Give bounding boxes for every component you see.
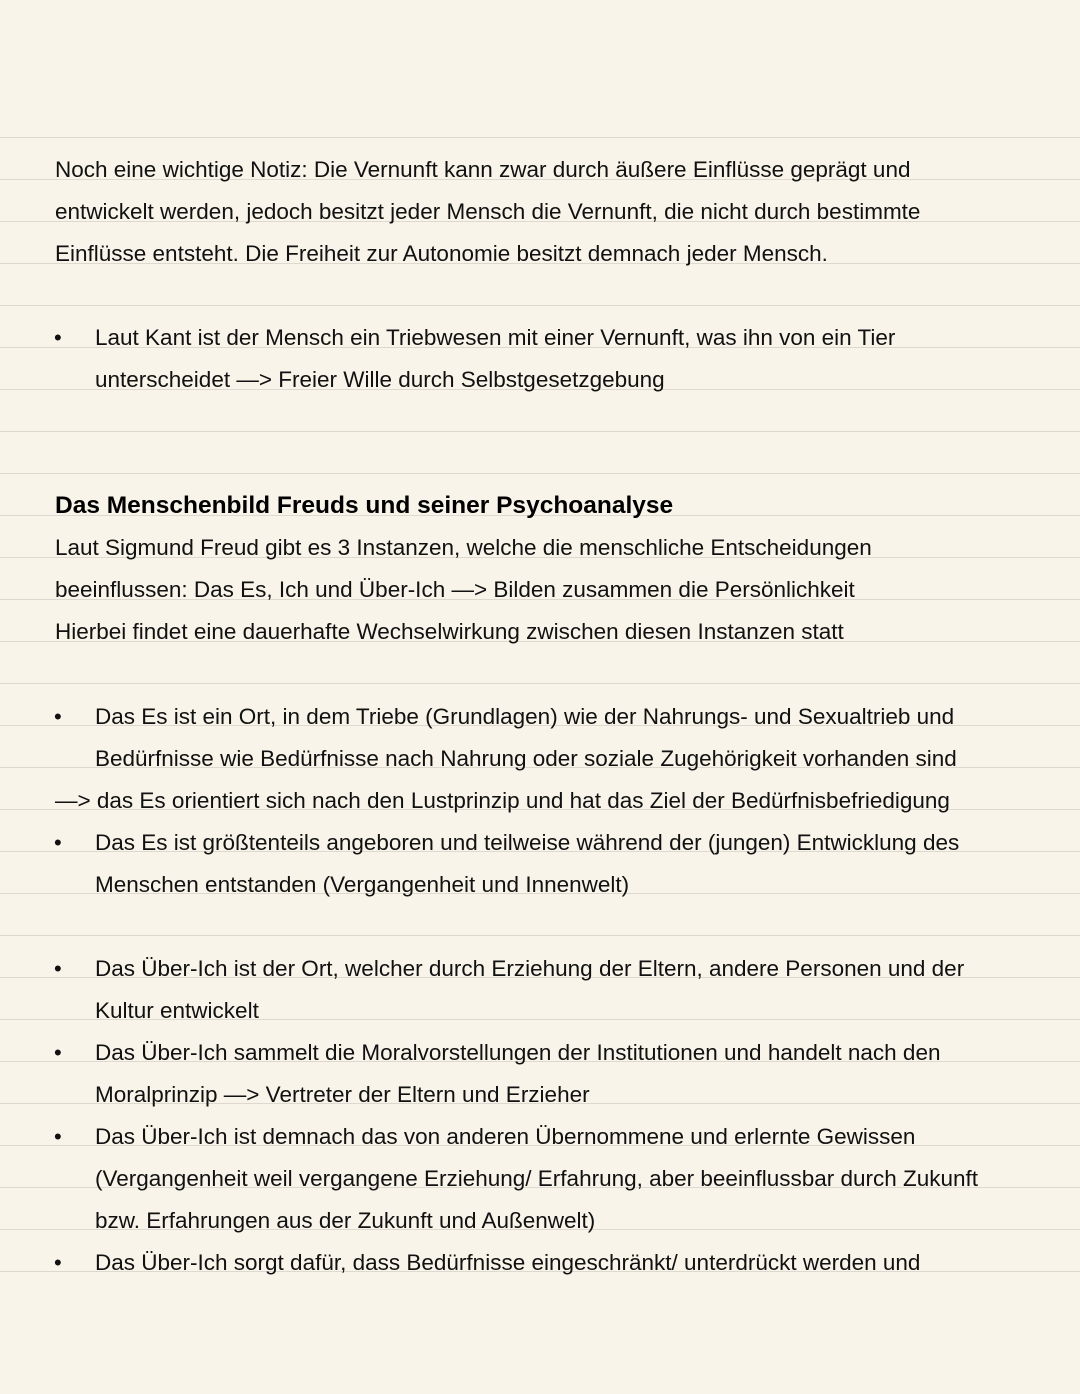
rule-line [0, 683, 1080, 684]
ueber-ich-b4-line-1: Das Über-Ich sorgt dafür, dass Bedürfnisse eingeschränkt/ unterdrückt werden und [95, 1250, 921, 1275]
section-heading-freud: Das Menschenbild Freuds und seiner Psychoanalyse [55, 492, 674, 519]
es-b2-line-1: Das Es ist größtenteils angeboren und teilweise während der (jungen) Entwicklung des [95, 830, 960, 855]
es-b2-line-2: Menschen entstanden (Vergangenheit und Innenwelt) [95, 872, 630, 897]
freud-intro-line-2: beeinflussen: Das Es, Ich und Über-Ich —> Bilden zusammen die Persönlichkeit [55, 577, 855, 602]
bullet-es-1: • [54, 704, 62, 729]
kant-line-2: unterscheidet —> Freier Wille durch Selbstgesetzgebung [95, 367, 665, 392]
note-line-2: entwickelt werden, jedoch besitzt jeder Mensch die Vernunft, die nicht durch bestimmte [55, 199, 921, 224]
rule-line [0, 305, 1080, 306]
rule-line [0, 431, 1080, 432]
bullet-kant: • [54, 325, 62, 350]
rule-line [0, 137, 1080, 138]
es-b1-line-1: Das Es ist ein Ort, in dem Triebe (Grundlagen) wie der Nahrungs- und Sexualtrieb und [95, 704, 955, 729]
ueber-ich-b1-line-1: Das Über-Ich ist der Ort, welcher durch Erziehung der Eltern, andere Personen und der [95, 956, 965, 981]
kant-line-1: Laut Kant ist der Mensch ein Triebwesen mit einer Vernunft, was ihn von ein Tier [95, 325, 896, 350]
bullet-ueber-ich-1: • [54, 956, 62, 981]
ueber-ich-b3-line-1: Das Über-Ich ist demnach das von anderen Übernommene und erlernte Gewissen [95, 1124, 916, 1149]
bullet-ueber-ich-4: • [54, 1250, 62, 1275]
bullet-es-2: • [54, 830, 62, 855]
rule-line [0, 473, 1080, 474]
note-line-3: Einflüsse entsteht. Die Freiheit zur Autonomie besitzt demnach jeder Mensch. [55, 241, 828, 266]
bullet-ueber-ich-3: • [54, 1124, 62, 1149]
ueber-ich-b2-line-2: Moralprinzip —> Vertreter der Eltern und Erzieher [95, 1082, 590, 1107]
es-b1-line-2: Bedürfnisse wie Bedürfnisse nach Nahrung oder soziale Zugehörigkeit vorhanden sind [95, 746, 957, 771]
note-line-1: Noch eine wichtige Notiz: Die Vernunft kann zwar durch äußere Einflüsse geprägt und [55, 157, 911, 182]
freud-intro-line-3: Hierbei findet eine dauerhafte Wechselwirkung zwischen diesen Instanzen statt [55, 619, 844, 644]
ueber-ich-b3-line-3: bzw. Erfahrungen aus der Zukunft und Außenwelt) [95, 1208, 596, 1233]
ueber-ich-b1-line-2: Kultur entwickelt [95, 998, 259, 1023]
ueber-ich-b2-line-1: Das Über-Ich sammelt die Moralvorstellungen der Institutionen und handelt nach den [95, 1040, 941, 1065]
rule-line [0, 935, 1080, 936]
ueber-ich-b3-line-2: (Vergangenheit weil vergangene Erziehung/ Erfahrung, aber beeinflussbar durch Zukunft [95, 1166, 979, 1191]
es-arrow-line: —> das Es orientiert sich nach den Lustprinzip und hat das Ziel der Bedürfnisbefriedigung [55, 788, 950, 813]
freud-intro-line-1: Laut Sigmund Freud gibt es 3 Instanzen, welche die menschliche Entscheidungen [55, 535, 872, 560]
bullet-ueber-ich-2: • [54, 1040, 62, 1065]
